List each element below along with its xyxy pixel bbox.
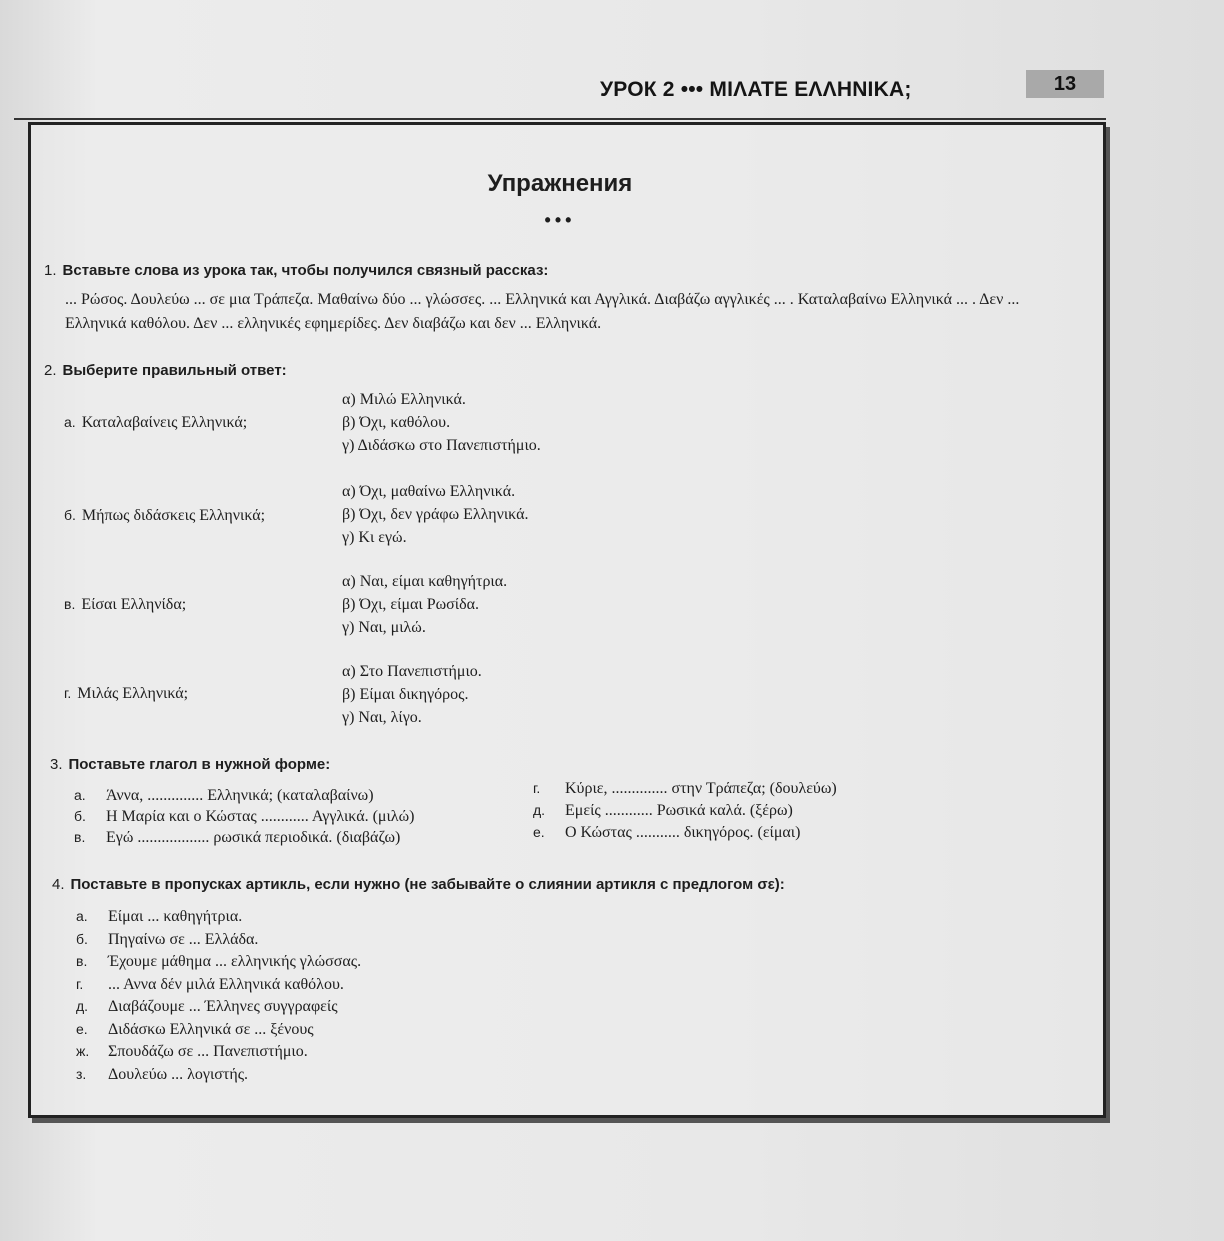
exercise-line [76, 953, 361, 971]
item-text: Έχουμε μάθημα ... ελληνικής γλώσσας. [108, 953, 362, 970]
item-letter: в. [74, 829, 86, 845]
item-text: Δουλεύω ... λογιστής. [108, 1066, 249, 1083]
question-letter: в. [64, 596, 76, 612]
question-text: Καταλαβαίνεις Ελληνικά; [81, 414, 248, 431]
task-heading-text: Вставьте слова из урока так, чтобы получился связный рассказ: [62, 262, 549, 279]
item-letter: е. [76, 1021, 88, 1037]
answer-option: α) Μιλώ Ελληνικά. [342, 391, 466, 408]
item-letter: а. [76, 908, 88, 924]
answer-option: γ) Κι εγώ. [342, 529, 407, 546]
item-letter: з. [76, 1066, 87, 1082]
task-4-heading [52, 876, 785, 893]
item-letter: а. [74, 787, 86, 803]
question [64, 507, 265, 525]
item-letter: д. [76, 998, 89, 1014]
item-text: Ο Κώστας ........... δικηγόρος. (είμαι) [565, 824, 801, 841]
task-number: 1. [44, 262, 57, 279]
item-text: ... Αννα δέν μιλά Ελληνικά καθόλου. [108, 976, 344, 993]
page-number: 13 [1026, 70, 1104, 98]
task-3-heading [50, 756, 330, 773]
answer-options [342, 388, 541, 457]
question [64, 596, 186, 614]
item-letter: б. [74, 808, 86, 824]
item-text: Διδάσκω Ελληνικά σε ... ξένους [108, 1021, 314, 1038]
answer-option: γ) Ναι, λίγο. [342, 709, 422, 726]
answer-option: β) Όχι, είμαι Ρωσίδα. [342, 596, 479, 613]
task-2-heading [44, 362, 287, 379]
item-letter: г. [533, 780, 541, 796]
item-text: Κύριε, .............. στην Τράπεζα; (δουλεύω) [565, 780, 837, 797]
answer-option: γ) Ναι, μιλώ. [342, 619, 426, 636]
exercise-line [76, 976, 344, 994]
item-text: Σπουδάζω σε ... Πανεπιστήμιο. [108, 1043, 308, 1060]
task-1-text: ... Ρώσος. Δουλεύω ... σε μια Τράπεζα. Μαθαίνω δύο ... γλώσσες. ... Ελληνικά και Αγγλικά. Διαβάζω αγγλικές ... . Καταλαβαίνω Ελληνικά ... . Δεν ... Ελληνικά καθόλου. Δεν ... ελληνικές εφημερίδες. Δεν διαβάζω και δεν ... Ελληνικά. [65, 291, 1020, 332]
question-letter: а. [64, 414, 76, 430]
answer-option: α) Όχι, μαθαίνω Ελληνικά. [342, 483, 516, 500]
task-heading-text: Поставьте в пропусках артикль, если нужно (не забывайте о слиянии артикля с предлогом σε): [70, 876, 785, 893]
question [64, 685, 188, 703]
answer-options [342, 480, 528, 549]
answer-options [342, 660, 482, 729]
exercise-line [533, 780, 837, 798]
item-text: Άννα, .............. Ελληνικά; (καταλαβαίνω) [106, 787, 374, 804]
question-letter: б. [64, 507, 76, 523]
exercise-line [74, 829, 400, 847]
task-1-heading [44, 262, 548, 279]
exercise-line [76, 1021, 314, 1039]
item-letter: г. [76, 976, 84, 992]
question-text: Είσαι Ελληνίδα; [81, 596, 187, 613]
answer-option: β) Όχι, καθόλου. [342, 414, 451, 431]
exercise-line [74, 808, 414, 826]
answer-option: β) Είμαι δικηγόρος. [342, 686, 469, 703]
task-number: 3. [50, 756, 63, 773]
question-text: Μιλάς Ελληνικά; [77, 685, 189, 702]
item-text: Πηγαίνω σε ... Ελλάδα. [108, 931, 259, 948]
exercise-line [76, 1043, 308, 1061]
item-text: Εμείς ............ Ρωσικά καλά. (ξέρω) [565, 802, 793, 819]
item-letter: е. [533, 824, 545, 840]
exercise-line [533, 802, 793, 820]
task-heading-text: Выберите правильный ответ: [62, 362, 287, 379]
task-number: 4. [52, 876, 65, 893]
item-text: Εγώ .................. ρωσικά περιοδικά. (διαβάζω) [106, 829, 401, 846]
item-letter: д. [533, 802, 546, 818]
item-text: Είμαι ... καθηγήτρια. [108, 908, 243, 925]
exercise-line [76, 908, 242, 926]
answer-options [342, 570, 507, 639]
exercise-line [76, 1066, 248, 1084]
item-text: Διαβάζουμε ... Έλληνες συγγραφείς [108, 998, 338, 1015]
answer-option: α) Στο Πανεπιστήμιο. [342, 663, 482, 680]
item-letter: ж. [76, 1043, 90, 1059]
section-title: Упражнения [487, 170, 633, 197]
answer-option: β) Όχι, δεν γράφω Ελληνικά. [342, 506, 529, 523]
item-letter: б. [76, 931, 88, 947]
exercise-line [74, 787, 374, 805]
item-text: Η Μαρία και ο Κώστας ............ Αγγλικά. (μιλώ) [106, 808, 415, 825]
exercise-line [76, 998, 338, 1016]
header-rule [14, 118, 1106, 120]
title-ornament: ••• [544, 210, 576, 230]
answer-option: γ) Διδάσκω στο Πανεπιστήμιο. [342, 437, 541, 454]
answer-option: α) Ναι, είμαι καθηγήτρια. [342, 573, 508, 590]
task-heading-text: Поставьте глагол в нужной форме: [68, 756, 331, 773]
question-text: Μήπως διδάσκεις Ελληνικά; [81, 507, 266, 524]
exercise-line [533, 824, 800, 842]
item-letter: в. [76, 953, 88, 969]
question-letter: г. [64, 685, 72, 701]
question [64, 414, 247, 432]
task-number: 2. [44, 362, 57, 379]
running-header: УРОК 2 ••• ΜΙΛΑΤΕ ΕΛΛΗΝΙΚΑ; [600, 78, 912, 101]
exercise-line [76, 931, 258, 949]
